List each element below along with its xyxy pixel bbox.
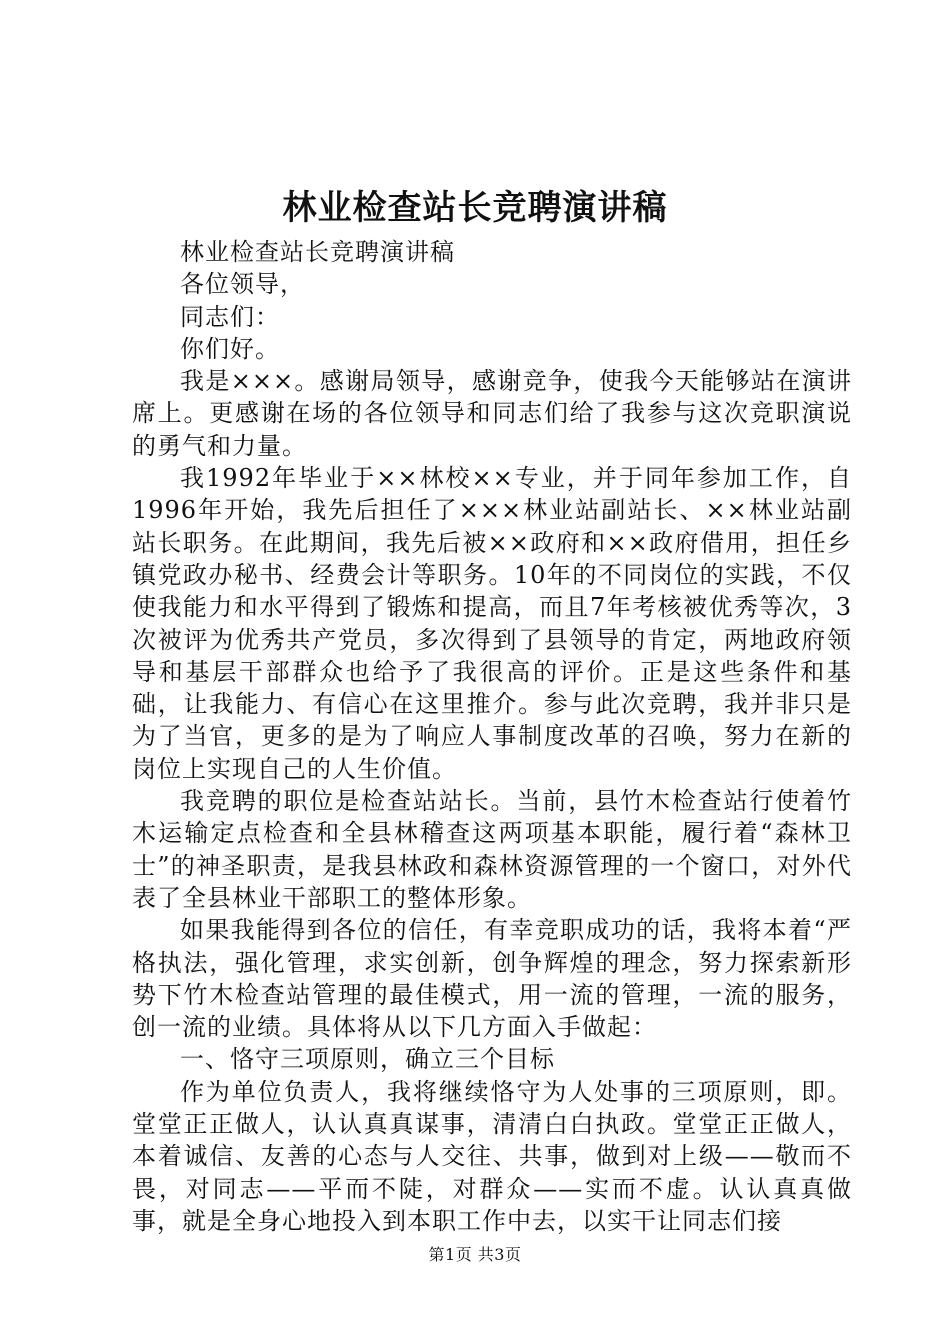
paragraph-principles: 作为单位负责人，我将继续恪守为人处事的三项原则，即。堂堂正正做人，认认真真谋事，清清白白执政。堂堂正正做人，本着诚信、友善的心态与人交往、共事，做到对上级——敬而不畏，对同志——平而不陡，对群众——实而不虚。认认真真做事，就是全身心地投入到本职工作中去，以实干让同志们接 [132, 1077, 852, 1235]
paragraph-background: 我1992年毕业于××林校××专业，并于同年参加工作，自1996年开始，我先后担任了×××林业站副站长、××林业站副站长职务。在此期间，我先后被××政府和××政府借用，担任乡镇党政办秘书、经费会计等职务。10年的不同岗位的实践，不仅使我能力和水平得到了锻炼和提高，而且7年考核被优秀等次，3次被评为优秀共产党员，多次得到了县领导的肯定，两地政府领导和基层干部群众也给予了我很高的评价。正是这些条件和基础，让我能力、有信心在这里推介。参与此次竞聘，我并非只是为了当官，更多的是为了响应人事制度改革的召唤，努力在新的岗位上实现自己的人生价值。 [132, 464, 852, 783]
paragraph-salutation-leaders: 各位领导， [180, 270, 305, 299]
paragraph-heading-repeat: 林业检查站长竞聘演讲稿 [180, 238, 455, 266]
paragraph-greeting: 你们好。 [180, 334, 280, 363]
paragraph-salutation-comrades: 同志们： [180, 302, 280, 331]
document-body [132, 236, 852, 1237]
paragraph-section-heading: 一、恪守三项原则，确立三个目标 [180, 1045, 555, 1074]
paragraph-introduction: 我是×××。感谢局领导，感谢竞争，使我今天能够站在演讲席上。更感谢在场的各位领导和同志们给了我参与这次竞职演说的勇气和力量。 [132, 367, 852, 460]
page-footer: 第1页 共3页 [428, 1245, 522, 1264]
paragraph-plan: 如果我能得到各位的信任，有幸竞职成功的话，我将本着“严格执法，强化管理，求实创新，创争辉煌的理念，努力探索新形势下竹木检查站管理的最佳模式，用一流的管理，一流的服务，创一流的业绩。具体将从以下几方面入手做起： [132, 916, 852, 1042]
document-title: 林业检查站长竞聘演讲稿 [282, 188, 668, 228]
paragraph-position: 我竞聘的职位是检查站站长。当前，县竹木检查站行使着竹木运输定点检查和全县林稽查这两项基本职能，履行着“森林卫士”的神圣职责，是我县林政和森林资源管理的一个窗口，对外代表了全县林业干部职工的整体形象。 [132, 787, 852, 912]
